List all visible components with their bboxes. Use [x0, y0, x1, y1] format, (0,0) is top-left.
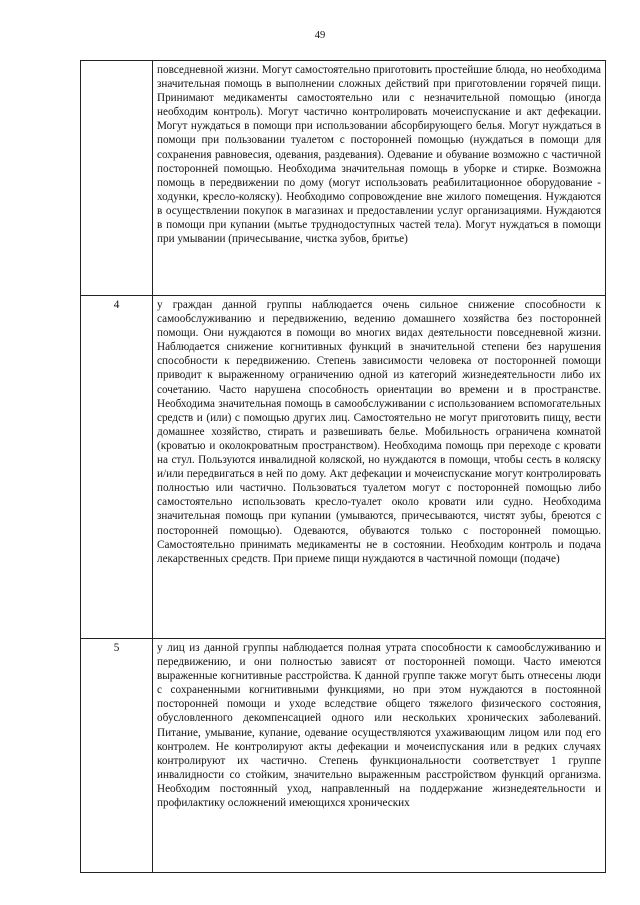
- care-groups-table: [80, 60, 606, 873]
- page-number: 49: [314, 30, 326, 41]
- table-row-group-4: [81, 296, 606, 639]
- table-row-continued: [81, 61, 606, 296]
- group-description-cell: у граждан данной группы наблюдается очень сильное снижение способности к самообслуживанию и передвижению, ведению домашнего хозяйства без посторонней помощи. Они нуждаются в помощи во многих видах деятельности повседневной жизни. Наблюдается снижение когнитивных функций в значительной степени без нарушения способности к передвижению. Степень зависимости человека от посторонней помощи приводит к выраженному ограничению одной из категорий жизнедеятельности либо их сочетанию. Часто нарушена способность ориентации во времени и в пространстве. Необходима значительная помощь в самообслуживании с использованием вспомогательных средств и (или) с помощью других лиц. Самостоятельно не могут приготовить пищу, вести домашнее хозяйство, стирать и развешивать белье. Мобильность ограничена комнатой (кроватью и околокроватным пространством). Необходима помощь при переходе с кровати на стул. Пользуются инвалидной коляской, но нуждаются в помощи, чтобы сесть в коляску и/или передвигаться в ней по дому. Акт дефекации и мочеиспускание могут контролировать полностью или частично. Пользоваться туалетом могут с посторонней помощью либо самостоятельно использовать кресло-туалет около кровати или судно. Необходима значительная помощь при купании (умываются, причесываются, чистят зубы, бреются с посторонней помощью). Одеваются, обуваются только с посторонней помощью. Самостоятельно принимать медикаменты не в состоянии. Необходим контроль и подача лекарственных средств. При приеме пищи нуждаются в частичной помощи (подаче): [153, 296, 606, 639]
- group-number-cell: 4: [81, 296, 153, 639]
- table-row-group-5: [81, 639, 606, 873]
- group-number-cell: 5: [81, 639, 153, 873]
- group-description-cell: у лиц из данной группы наблюдается полная утрата способности к самообслуживанию и передвижению, и они полностью зависят от посторонней помощи. Часто имеются выраженные когнитивные расстройства. К данной группе также могут быть отнесены люди с сохраненными когнитивными функциями, но при этом нуждаются в постоянной посторонней помощи и уходе вследствие общего тяжелого физического состояния, обусловленного декомпенсацией одного или нескольких хронических заболеваний. Питание, умывание, купание, одевание осуществляются ухаживающим лицом или под его контролем. Не контролируют акты дефекации и мочеиспускания или в редких случаях контролируют их частично. Степень функциональности соответствует 1 группе инвалидности со стойким, значительно выраженным расстройством функций организма. Необходим постоянный уход, направленный на поддержание жизнедеятельности и профилактику осложнений имеющихся хронических: [153, 639, 606, 873]
- group-description-cell: повседневной жизни. Могут самостоятельно приготовить простейшие блюда, но необходима значительная помощь в выполнении сложных действий при приготовлении горячей пищи. Принимают медикаменты самостоятельно или с незначительной помощью (иногда необходим контроль). Могут частично контролировать мочеиспускание и акт дефекации. Могут нуждаться в помощи при использовании абсорбирующего белья. Могут нуждаться в помощи при пользовании туалетом с посторонней помощью (нуждаться в помощи для сохранения равновесия, одевания, раздевания). Одевание и обувание возможно с частичной посторонней помощью. Необходима значительная помощь в уборке и стирке. Возможна помощь в передвижении по дому (могут использовать реабилитационное оборудование - ходунки, кресло-коляску). Необходимо сопровождение вне жилого помещения. Нуждаются в осуществлении покупок в магазинах и предоставлении услуг организациями. Нуждаются в помощи при купании (мытье труднодоступных частей тела). Могут нуждаться в помощи при умывании (причесывание, чистка зубов, бритье): [153, 61, 606, 296]
- group-number-cell: [81, 61, 153, 296]
